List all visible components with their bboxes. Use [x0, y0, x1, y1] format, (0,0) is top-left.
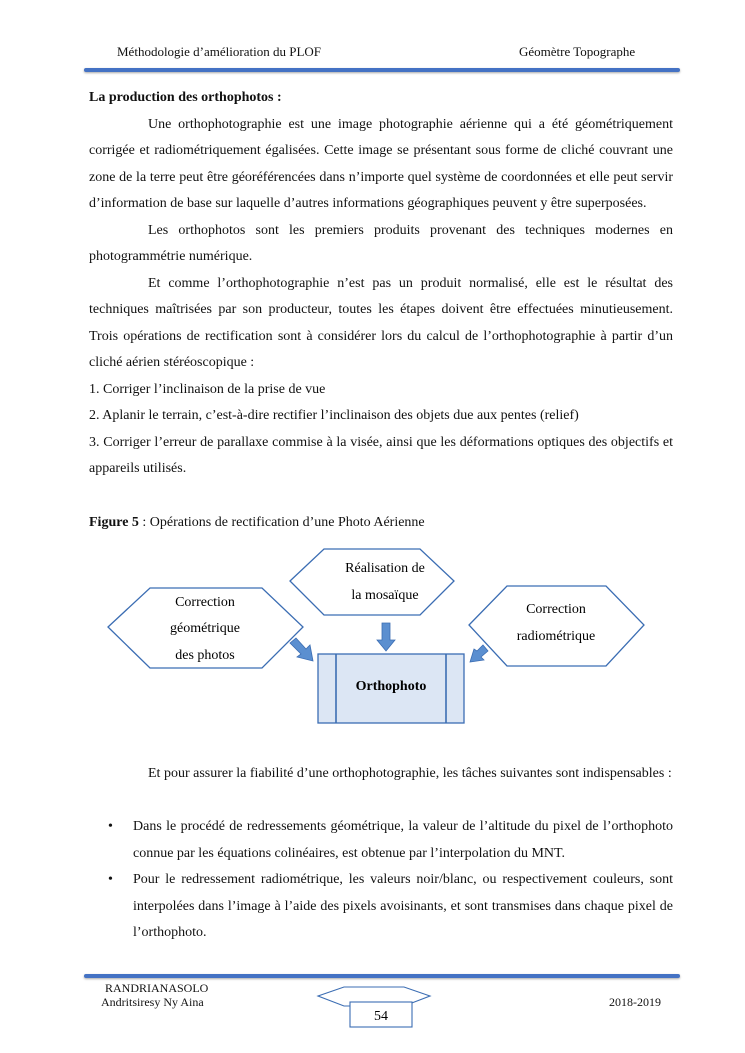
bullet-icon: • — [108, 872, 113, 887]
header-right-title: Géomètre Topographe — [519, 44, 636, 59]
figure-caption — [89, 515, 425, 531]
top-box-line-1: Réalisation de — [345, 561, 425, 576]
top-box-line-2: la mosaïque — [351, 588, 419, 603]
left-box-line-2: géométrique — [170, 621, 240, 636]
paragraph-after-figure-block — [89, 761, 673, 788]
section-title: La production des orthophotos : — [89, 90, 282, 105]
left-arrow-icon — [290, 638, 313, 661]
list-item-1: 1. Corriger l’inclinaison de la prise de vue — [89, 381, 326, 397]
footer-author-line-1: RANDRIANASOLO — [105, 981, 209, 995]
bullet-icon: • — [108, 819, 113, 834]
right-box-line-2: radiométrique — [516, 629, 596, 644]
main-text — [89, 85, 673, 483]
footer-rule — [84, 974, 680, 978]
top-hexagon — [290, 549, 454, 615]
footer-author-line-2: Andritsiresy Ny Aina — [101, 995, 204, 1009]
header-left-title: Méthodologie d’amélioration du PLOF — [117, 44, 322, 59]
right-box-line-1: Correction — [526, 602, 586, 617]
right-hexagon — [469, 586, 644, 666]
figure-caption-text: : Opérations de rectification d’une Photo Aérienne — [138, 515, 425, 530]
footer-year: 2018-2019 — [609, 995, 661, 1009]
bullet-item-2: • Pour le redressement radiométrique, les valeurs noir/blanc, ou respectivement couleurs, sont interpolées dans l’image à l’aide des pixels avoisinants, et sont transmises dans chaque pixel de l’orthophoto. — [108, 867, 673, 947]
right-arrow-icon — [470, 645, 488, 662]
paragraph-after-figure: Et pour assurer la fiabilité d’une orthophotographie, les tâches suivantes sont indispensables : — [148, 766, 672, 781]
figure-label: Figure 5 — [89, 515, 139, 530]
list-item-3: 3. Corriger l’erreur de parallaxe commise à la visée, ainsi que les déformations optiques des objectifs et appareils utilisés. — [89, 434, 673, 476]
left-box-line-1: Correction — [175, 595, 235, 610]
page-number: 54 — [374, 1009, 388, 1024]
bullet-list — [108, 814, 673, 947]
bullet-item-1: • Dans le procédé de redressements géométrique, la valeur de l’altitude du pixel de l’orthophoto connue par les équations colinéaires, est obtenue par l’interpolation du MNT. — [108, 814, 673, 867]
paragraph-3: Et comme l’orthophotographie n’est pas un produit normalisé, elle est le résultat des techniques maîtrisées par son producteur, toutes les étapes doivent être effectuées minutieusement. Trois opérations de rectification sont à considérer lors du calcul de l’orthophotographie à partir d’un cliché aérien stéréoscopique : — [89, 275, 673, 370]
list-item-2: 2. Aplanir le terrain, c’est-à-dire rectifier l’inclinaison des objets due aux pentes (relief) — [89, 408, 579, 423]
paragraph-2: Les orthophotos sont les premiers produits provenant des techniques modernes en photogrammétrie numérique. — [89, 222, 673, 264]
paragraph-1: Une orthophotographie est une image photographie aérienne qui a été géométriquement corrigée et radiométriquement égalisées. Cette image se présentant sous forme de cliché couvrant une zone de la terre peut être géoréférencées dans n’importe quel système de coordonnées et elle peut servir d’information de base sur laquelle d’autres informations géographiques peuvent y être superposées. — [89, 116, 673, 211]
rectification-diagram — [0, 540, 745, 735]
orthophoto-label: Orthophoto — [355, 679, 427, 694]
down-arrow-icon — [377, 623, 395, 651]
header-rule — [84, 68, 680, 72]
left-box-line-3: des photos — [175, 648, 235, 663]
page-number-badge — [316, 984, 432, 1030]
